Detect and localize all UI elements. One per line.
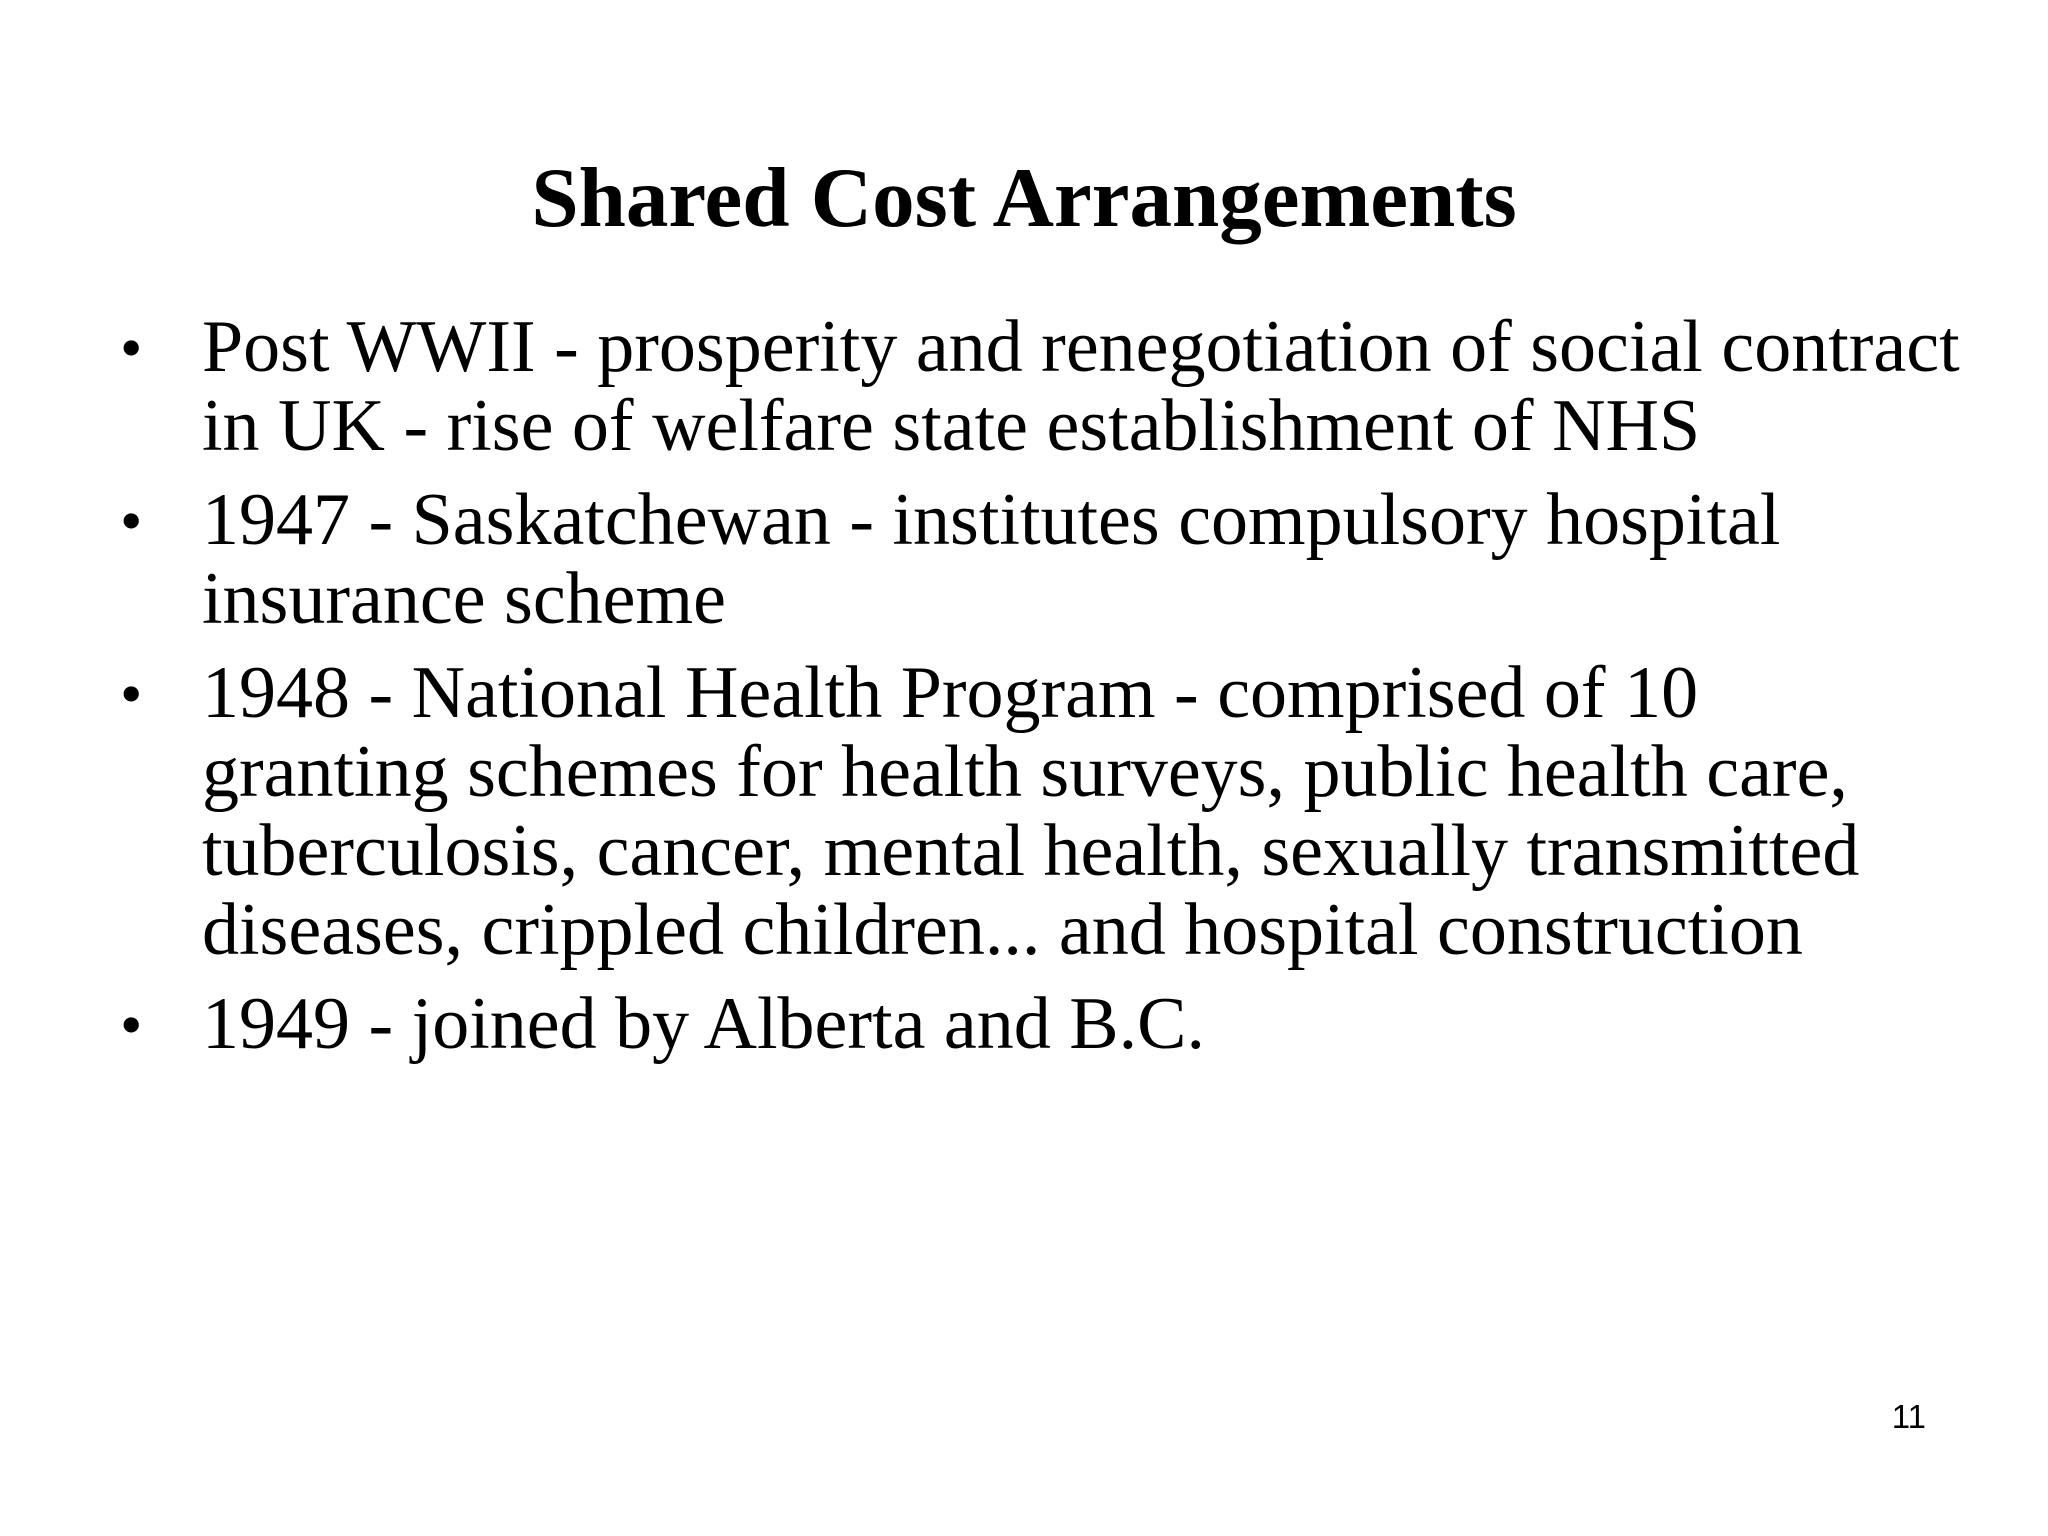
list-item [120,308,1960,466]
bullet-icon: • [120,658,143,729]
bullet-text: Post WWII - prosperity and renegotiation of social contract in UK - rise of welfare state establishment of NHS [202,306,1960,467]
bullet-icon: • [120,485,143,556]
list-item [120,654,1960,970]
bullet-text: 1948 - National Health Program - comprised of 10 granting schemes for health surveys, public health care, tuberculosis, cancer, mental health, sexually transmitted diseases, crippled children... and hospital construction [202,652,1860,971]
bullet-icon: • [120,989,143,1060]
bullet-icon: • [120,312,143,383]
bullet-list [120,308,1960,1079]
list-item [120,985,1960,1064]
bullet-text: 1947 - Saskatchewan - institutes compulsory hospital insurance scheme [202,479,1781,640]
list-item [120,481,1960,639]
slide-title: Shared Cost Arrangements [531,151,1517,245]
page-number: 11 [1891,1398,1926,1435]
bullet-text: 1949 - joined by Alberta and B.C. [202,983,1205,1065]
